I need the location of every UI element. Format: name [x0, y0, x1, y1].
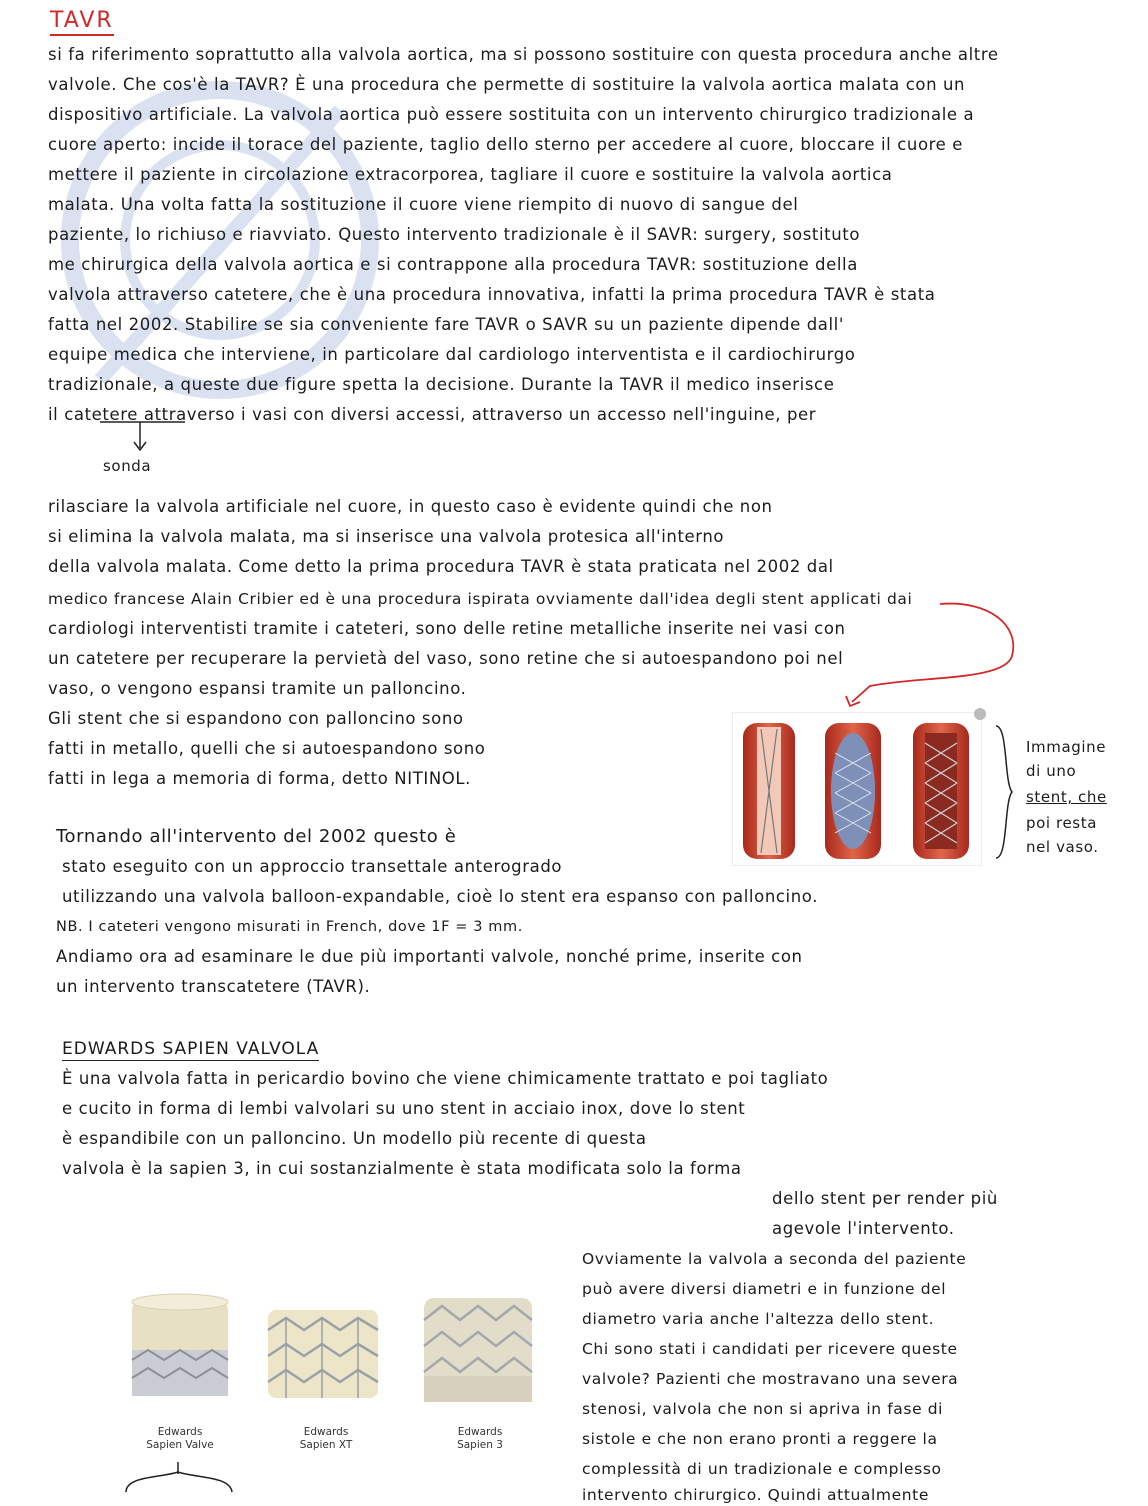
- catetere-bracket-icon: [95, 418, 195, 458]
- caption-line: di uno: [1026, 762, 1077, 780]
- text-line: utilizzando una valvola balloon-expandable, cioè lo stent era espanso con palloncino.: [62, 887, 819, 906]
- text-line: sistole e che non erano pronti a reggere la: [582, 1430, 938, 1448]
- text-line: equipe medica che interviene, in particolare dal cardiologo interventista e il cardiochirurgo: [48, 345, 856, 364]
- text-line: vaso, o vengono espansi tramite un palloncino.: [48, 679, 467, 698]
- valve-label: Edwards Sapien XT: [299, 1426, 353, 1451]
- caption-line: poi resta: [1026, 814, 1097, 832]
- page-title: TAVR: [50, 8, 114, 36]
- text-line: della valvola malata. Come detto la prima procedura TAVR è stata praticata nel 2002 dal: [48, 557, 834, 576]
- text-line: Chi sono stati i candidati per ricevere queste: [582, 1340, 958, 1358]
- text-line: paziente, lo richiuso e riavviato. Questo intervento tradizionale è il SAVR: surgery, sostituto: [48, 225, 861, 244]
- text-line: intervento chirurgico. Quindi attualmente: [582, 1486, 929, 1504]
- valve-bracket-icon: [120, 1462, 240, 1502]
- text-line: e cucito in forma di lembi valvolari su uno stent in acciaio inox, dove lo stent: [62, 1099, 746, 1118]
- text-line: mettere il paziente in circolazione extracorporea, tagliare il cuore e sostituire la valvola aortica: [48, 165, 893, 184]
- valves-image: [118, 1290, 538, 1460]
- text-line: fatti in metallo, quelli che si autoespandono sono: [48, 739, 486, 758]
- sapien-3-icon: [424, 1298, 532, 1402]
- text-line: valvole? Pazienti che mostravano una severa: [582, 1370, 959, 1388]
- text-line: Ovviamente la valvola a seconda del paziente: [582, 1250, 967, 1268]
- sapien-xt-icon: [268, 1310, 378, 1398]
- valve-label: Edwards Sapien Valve: [146, 1426, 214, 1451]
- text-line: valvole. Che cos'è la TAVR? È una procedura che permette di sostituire la valvola aortica malata con un: [48, 75, 966, 94]
- text-line: stenosi, valvola che non si apriva in fase di: [582, 1400, 944, 1418]
- text-line: si fa riferimento soprattutto alla valvola aortica, ma si possono sostituire con questa procedura anche altre: [48, 45, 999, 64]
- text-line: dispositivo artificiale. La valvola aortica può essere sostituita con un intervento chirurgico tradizionale a: [48, 105, 975, 124]
- text-line: cuore aperto: incide il torace del paziente, taglio dello sterno per accedere al cuore, bloccare il cuore e: [48, 135, 964, 154]
- text-line: Andiamo ora ad esaminare le due più importanti valvole, nonché prime, inserite con: [56, 947, 803, 966]
- valve-label: Edwards Sapien 3: [457, 1426, 503, 1451]
- section-heading: EDWARDS SAPIEN VALVOLA: [62, 1039, 320, 1059]
- text-line: È una valvola fatta in pericardio bovino che viene chimicamente trattato e poi tagliato: [62, 1069, 829, 1088]
- text-line: può avere diversi diametri e in funzione del: [582, 1280, 947, 1298]
- caption-line: stent, che: [1026, 788, 1107, 806]
- stent-vessel-icon: [733, 713, 981, 865]
- text-line: complessità di un tradizionale e complesso: [582, 1460, 942, 1478]
- text-line: dello stent per render più: [772, 1189, 998, 1208]
- catetere-note: sonda: [103, 457, 152, 475]
- text-line: fatti in lega a memoria di forma, detto NITINOL.: [48, 769, 472, 788]
- text-line: Tornando all'intervento del 2002 questo è: [56, 826, 457, 847]
- text-line: malata. Una volta fatta la sostituzione il cuore viene riempito di nuovo di sangue del: [48, 195, 799, 214]
- stent-image: [732, 712, 982, 866]
- text-line: un catetere per recuperare la pervietà del vaso, sono retine che si autoespandono poi nel: [48, 649, 844, 668]
- text-line: Gli stent che si espandono con palloncino sono: [48, 709, 464, 728]
- text-line: agevole l'intervento.: [772, 1219, 955, 1238]
- caption-line: Immagine: [1026, 738, 1107, 756]
- valve-icons: [118, 1290, 538, 1420]
- close-icon[interactable]: [974, 708, 986, 720]
- text-line: il catetere attraverso i vasi con diversi accessi, attraverso un accesso nell'inguine, per: [48, 405, 817, 424]
- brace-icon: [990, 722, 1020, 862]
- text-line: stato eseguito con un approccio transettale anterogrado: [62, 857, 563, 876]
- text-line: tradizionale, a queste due figure spetta la decisione. Durante la TAVR il medico inserisce: [48, 375, 835, 394]
- text-line: rilasciare la valvola artificiale nel cuore, in questo caso è evidente quindi che non: [48, 497, 773, 516]
- text-line: me chirurgica della valvola aortica e si contrappone alla procedura TAVR: sostituzione della: [48, 255, 858, 274]
- text-line: diametro varia anche l'altezza dello stent.: [582, 1310, 935, 1328]
- text-line: cardiologi interventisti tramite i cateteri, sono delle retine metalliche inserite nei vasi con: [48, 619, 846, 638]
- text-line: è espandibile con un palloncino. Un modello più recente di questa: [62, 1129, 647, 1148]
- text-line: fatta nel 2002. Stabilire se sia conveniente fare TAVR o SAVR su un paziente dipende dall': [48, 315, 844, 334]
- red-arrow-icon: [840, 596, 1040, 716]
- text-line: un intervento transcatetere (TAVR).: [56, 977, 371, 996]
- sapien-valve-icon: [132, 1294, 228, 1396]
- text-line: valvola attraverso catetere, che è una procedura innovativa, infatti la prima procedura TAVR è stata: [48, 285, 936, 304]
- caption-line: nel vaso.: [1026, 838, 1099, 856]
- text-line: si elimina la valvola malata, ma si inserisce una valvola protesica all'interno: [48, 527, 725, 546]
- text-line: NB. I cateteri vengono misurati in French, dove 1F = 3 mm.: [56, 919, 523, 935]
- text-line: valvola è la sapien 3, in cui sostanzialmente è stata modificata solo la forma: [62, 1159, 742, 1178]
- text-line: medico francese Alain Cribier ed è una procedura ispirata ovviamente dall'idea degli stent applicati dai: [48, 590, 913, 608]
